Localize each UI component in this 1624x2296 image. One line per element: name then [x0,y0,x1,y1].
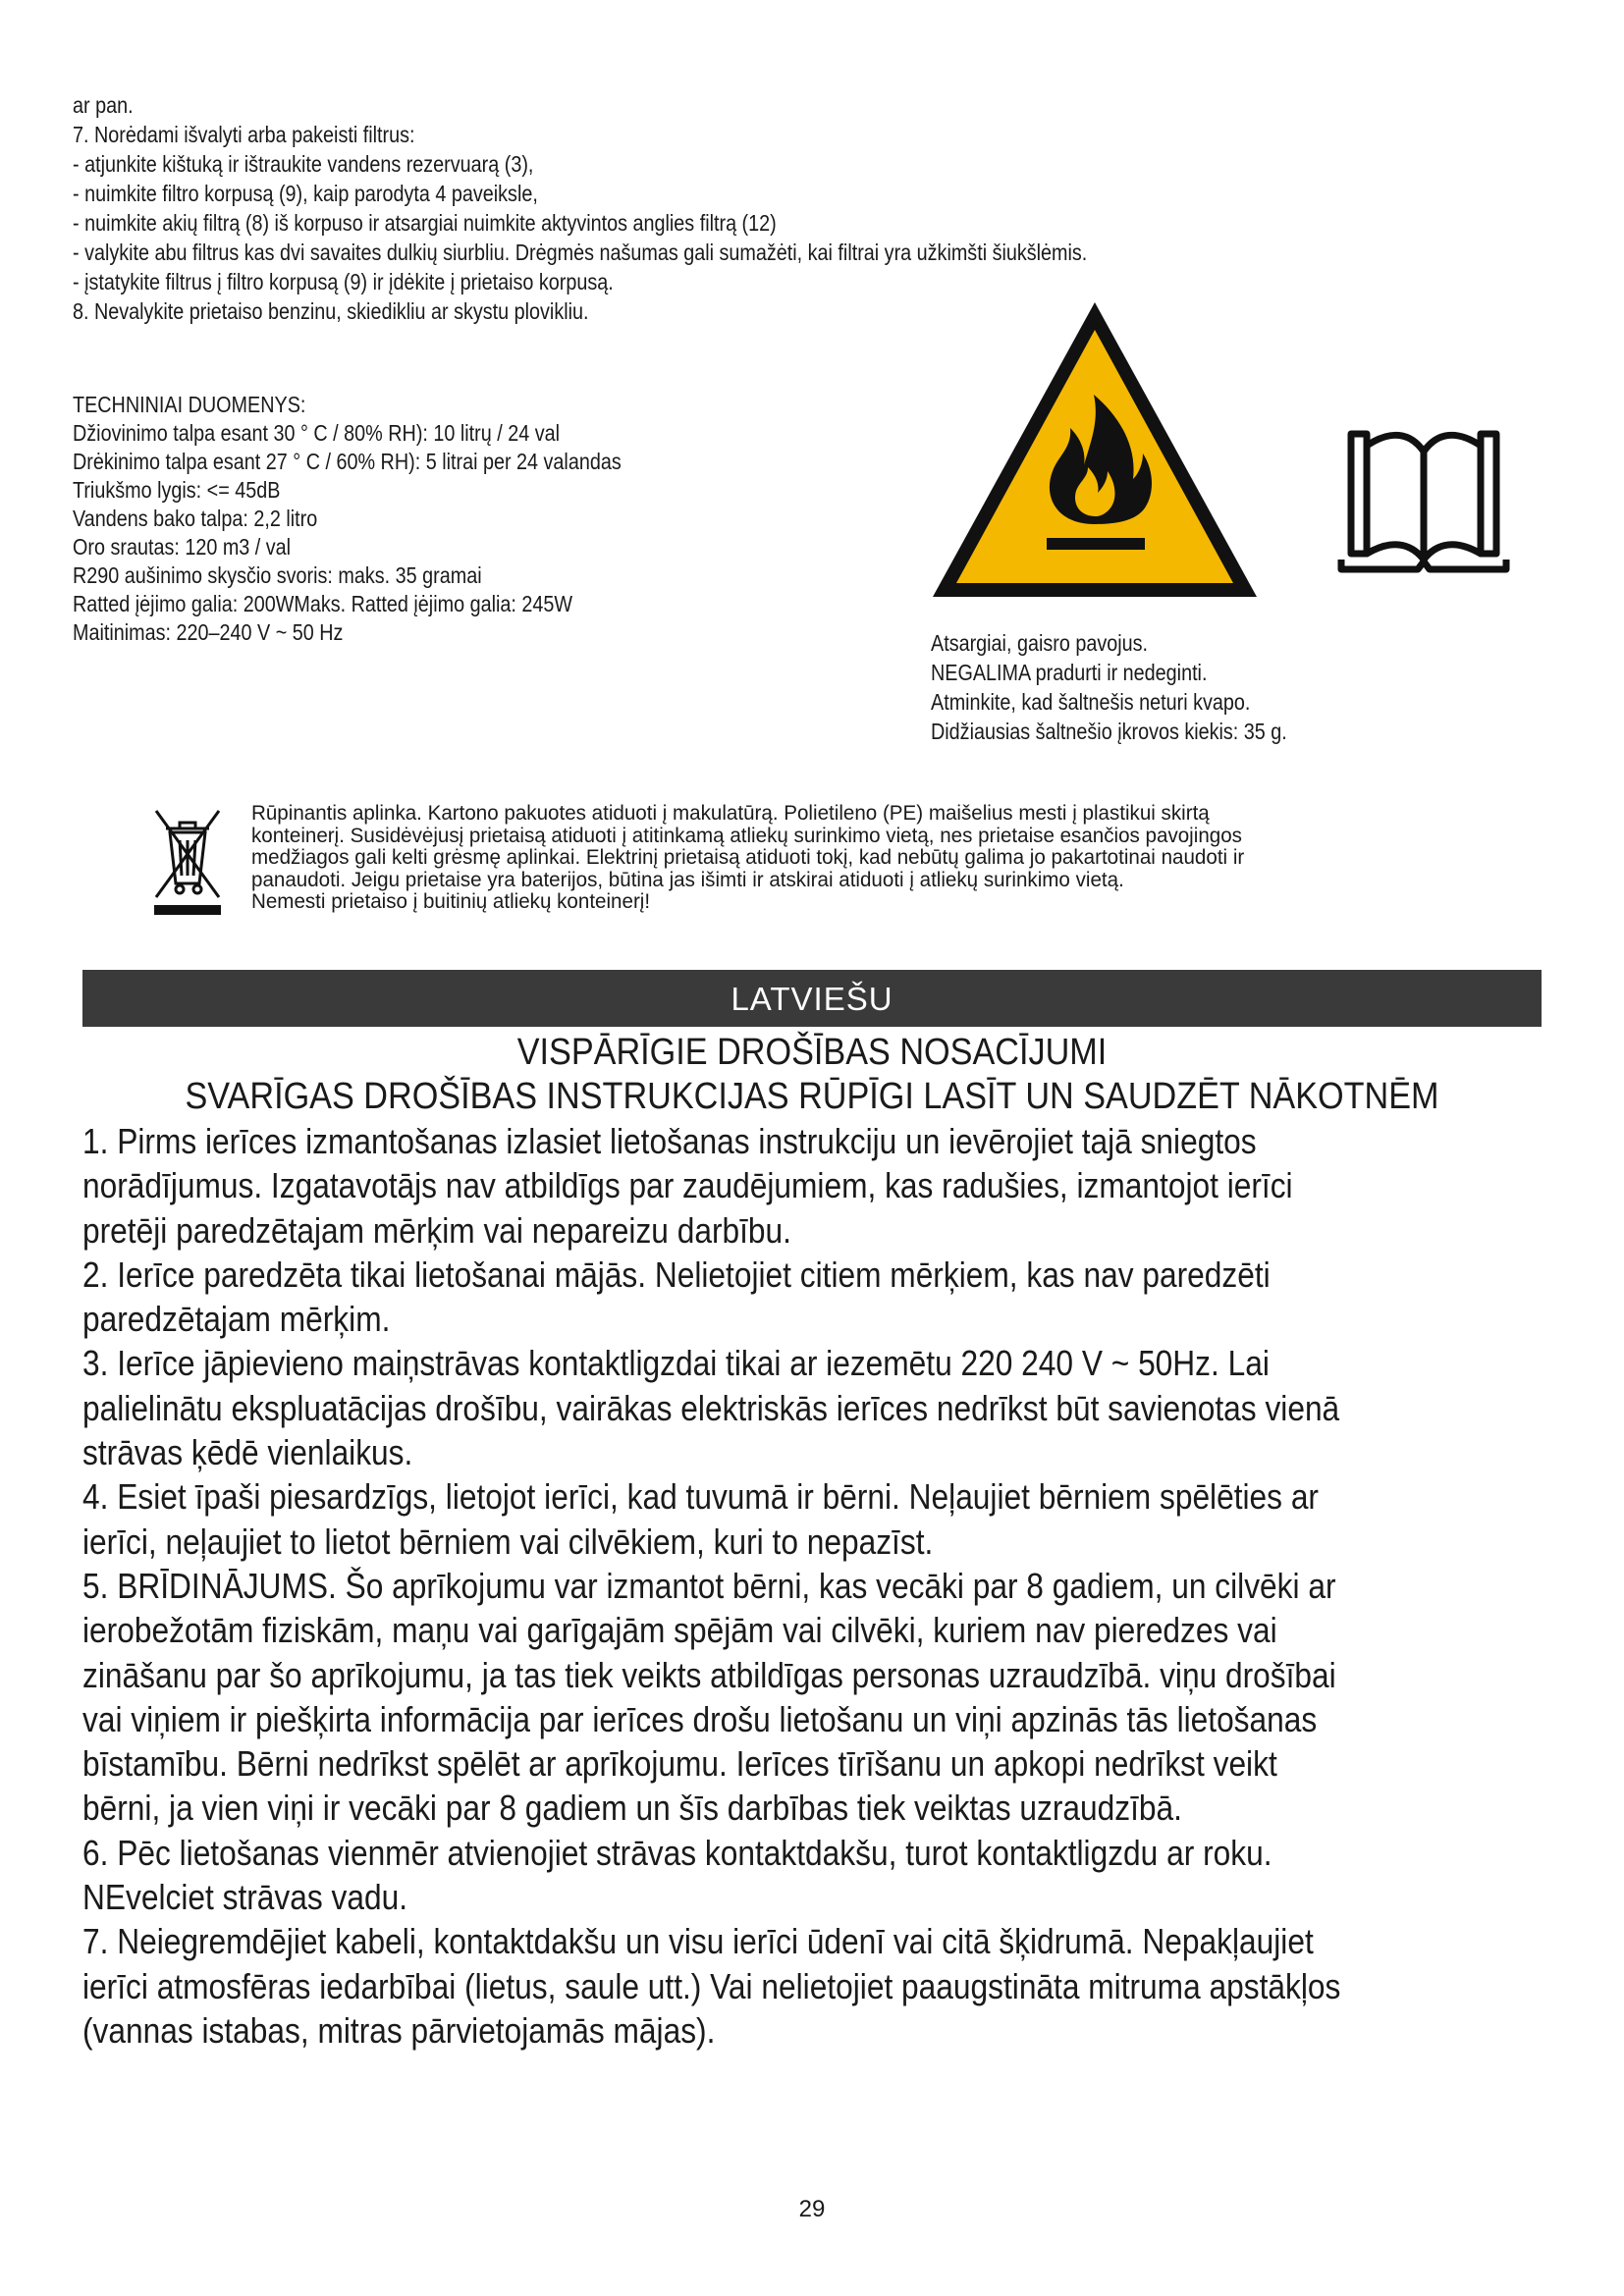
crossed-out-bin-icon [152,801,223,917]
tech-line: Ratted įėjimo galia: 200WMaks. Ratted įėjimo galia: 245W [73,591,573,616]
page-number: 29 [798,2196,826,2222]
instruction-line: 1. Pirms ierīces izmantošanas izlasiet lietošanas instrukciju un ievērojiet tajā sniegtos [82,1121,1257,1161]
instruction-line: ierīci, neļaujiet to lietot bērniem vai cilvēkiem, kuri to nepazīst. [82,1521,934,1562]
tech-line: Džiovinimo talpa esant 30 ° C / 80% RH): 10 litrų / 24 val [73,420,561,446]
tech-line: Drėkinimo talpa esant 27 ° C / 60% RH): 5 litrai per 24 valandas [73,449,622,474]
instruction-line: paredzētajam mērķim. [82,1299,391,1340]
technical-data [73,391,858,647]
refrigerant-warning [931,628,1540,746]
flammable-warning-icon [927,296,1263,603]
instruction-line: ierīci atmosfēras iedarbībai (lietus, saule utt.) Vai nelietojiet paaugstināta mitruma apstākļos [82,1965,1341,2006]
instruction-line: 6. Pēc lietošanas vienmēr atvienojiet strāvas kontaktdakšu, turot kontaktligzdu ar roku. [82,1832,1272,1873]
section-subtitle: SVARĪGAS DROŠĪBAS INSTRUKCIJAS RŪPĪGI LASĪT UN SAUDZĒT NĀKOTNĒM [185,1076,1439,1117]
disposal-line: medžiagos gali kelti grėsmę aplinkai. Elektrinį prietaisą atiduoti tokį, kad nebūtų galima jo pakartotinai naudoti ir [251,846,1245,869]
tech-line: Oro srautas: 120 m3 / val [73,534,292,560]
instruction-line: (vannas istabas, mitras pārvietojamās mājas). [82,2009,716,2051]
instruction-line: 3. Ierīce jāpievieno maiņstrāvas kontaktligzdai tikai ar iezemētu 220 240 V ~ 50Hz. Lai [82,1343,1270,1384]
instruction-line: 4. Esiet īpaši piesardzīgs, lietojot ierīci, kad tuvumā ir bērni. Neļaujiet bērniem spēlēties ar [82,1476,1319,1518]
tech-heading: TECHNINIAI DUOMENYS: [73,392,306,417]
instruction-line: 2. Ierīce paredzēta tikai lietošanai mājās. Nelietojiet citiem mērķiem, kas nav paredzēti [82,1254,1271,1295]
tech-line: Maitinimas: 220–240 V ~ 50 Hz [73,619,344,645]
environment-disposal-notice [251,803,1557,914]
disposal-line: konteinerį. Susidėvėjusį prietaisą atiduoti į atitinkamą atliekų surinkimo vietą, nes prietaise esančios pavojingos [251,824,1242,847]
instruction-line: bīstamību. Bērni nedrīkst spēlēt ar aprīkojumu. Ierīces tīrīšanu un apkopi nedrīkst veikt [82,1743,1277,1785]
disposal-line: Nemesti prietaiso į buitinių atliekų konteinerį! [251,890,651,913]
disposal-line: panaudoti. Jeigu prietaise yra baterijos, būtina jas išimti ir atskirai atiduoti į atliekų surinkimo vietą. [251,868,1124,891]
tech-line: Vandens bako talpa: 2,2 litro [73,506,318,531]
instruction-line: pretēji paredzētajam mērķim vai nepareizu darbību. [82,1209,791,1251]
read-manual-icon [1335,412,1512,579]
text-line: - valykite abu filtrus kas dvi savaites dulkių siurbliu. Drėgmės našumas gali sumažėti, kai filtrai yra užkimšti šiukšlėmis. [73,240,1088,265]
instruction-line: ierobežotām fiziskām, maņu vai garīgajām spējām vai cilvēki, kuriem nav pieredzes vai [82,1610,1277,1651]
tech-line: Triukšmo lygis: <= 45dB [73,477,281,503]
text-line: - atjunkite kištuką ir ištraukite vandens rezervuarą (3), [73,151,534,177]
disposal-line: Rūpinantis aplinka. Kartono pakuotes atiduoti į makulatūrą. Polietileno (PE) maišelius mesti į plastikui skirtą [251,802,1210,825]
instruction-line: 5. BRĪDINĀJUMS. Šo aprīkojumu var izmantot bērni, kas vecāki par 8 gadiem, un cilvēki ar [82,1565,1336,1606]
instruction-line: strāvas ķēdē vienlaikus. [82,1432,413,1473]
warning-line: Didžiausias šaltnešio įkrovos kiekis: 35 g. [931,719,1287,744]
instruction-line: bērni, ja vien viņi ir vecāki par 8 gadiem un šīs darbības tiek veiktas uzraudzībā. [82,1788,1182,1829]
instruction-line: norādījumus. Izgatavotājs nav atbildīgs par zaudējumiem, kas radušies, izmantojot ierīci [82,1165,1293,1206]
instruction-line: zināšanu par šo aprīkojumu, ja tas tiek veikts atbildīgas personas uzraudzībā. viņu drošībai [82,1654,1336,1695]
warning-line: NEGALIMA pradurti ir nedeginti. [931,660,1208,685]
filter-care-instructions [73,90,1565,326]
instruction-line: palielinātu ekspluatācijas drošību, vairākas elektriskās ierīces nedrīkst būt savienotas vienā [82,1387,1340,1428]
text-line: ar pan. [73,92,134,118]
warning-line: Atminkite, kad šaltnešis neturi kvapo. [931,689,1251,715]
text-line: - nuimkite filtro korpusą (9), kaip parodyta 4 paveiksle, [73,181,538,206]
instruction-line: 7. Neiegremdējiet kabeli, kontaktdakšu un visu ierīci ūdenī vai citā šķidrumā. Nepakļaujiet [82,1921,1314,1962]
instruction-line: vai viņiem ir piešķirta informācija par ierīces drošu lietošanu un viņi apzinās tās lietošanas [82,1698,1318,1739]
text-line: 7. Norėdami išvalyti arba pakeisti filtrus: [73,122,415,147]
warning-line: Atsargiai, gaisro pavojus. [931,630,1148,656]
text-line: 8. Nevalykite prietaiso benzinu, skiedikliu ar skystu plovikliu. [73,298,589,324]
instruction-line: NEvelciet strāvas vadu. [82,1877,408,1918]
section-title: VISPĀRĪGIE DROŠĪBAS NOSACĪJUMI [516,1032,1108,1073]
safety-instructions [82,1119,1555,2053]
text-line: - įstatykite filtrus į filtro korpusą (9) ir įdėkite į prietaiso korpusą. [73,269,614,294]
tech-line: R290 aušinimo skysčio svoris: maks. 35 gramai [73,562,482,588]
text-line: - nuimkite akių filtrą (8) iš korpuso ir atsargiai nuimkite aktyvintos anglies filtrą (12) [73,210,777,236]
language-section-header: LATVIEŠU [82,970,1542,1027]
